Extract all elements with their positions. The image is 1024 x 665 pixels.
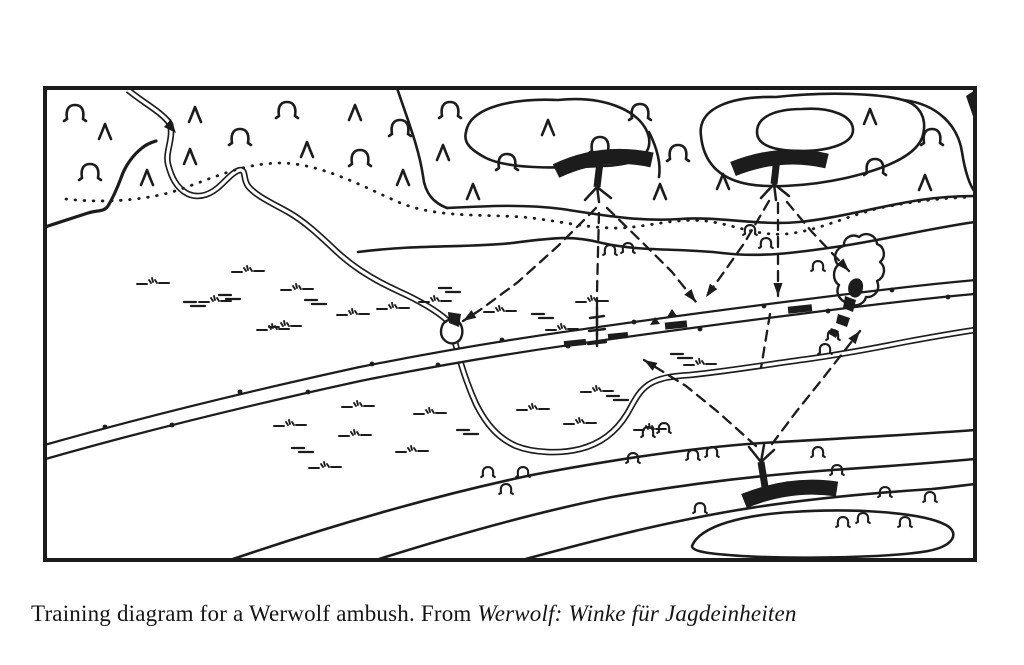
terrain-band-upper bbox=[447, 196, 975, 223]
bush-symbol bbox=[499, 484, 513, 494]
marsh-tuft-symbol bbox=[274, 420, 306, 426]
marsh-tuft-symbol bbox=[377, 303, 409, 309]
marsh-tuft-symbol bbox=[581, 386, 613, 392]
conifer-tree-symbol bbox=[189, 107, 201, 122]
ambush-position-north-west-bar bbox=[556, 156, 652, 171]
marsh-tuft-symbol bbox=[309, 462, 341, 468]
deciduous-tree-symbol bbox=[864, 159, 886, 175]
stream-upper-course-inner bbox=[128, 90, 448, 321]
marsh-dash-symbol bbox=[457, 430, 478, 434]
deciduous-tree-symbol bbox=[349, 150, 371, 166]
marsh-tuft-symbol bbox=[576, 296, 608, 302]
bush-symbol bbox=[481, 467, 495, 477]
roadside-tree-dot bbox=[103, 425, 108, 430]
ambush-position-south-stem bbox=[761, 462, 765, 487]
roadside-tree-dot bbox=[698, 327, 703, 332]
marsh-tuft-symbol bbox=[396, 446, 428, 452]
marsh-tuft-symbol bbox=[232, 266, 264, 272]
conifer-tree-symbol bbox=[864, 109, 876, 124]
conifer-tree-symbol bbox=[349, 105, 361, 120]
hill2-east-extension bbox=[903, 100, 975, 192]
attack-arrow-converge-right bbox=[706, 201, 769, 297]
south-hill-contour-2 bbox=[376, 459, 975, 560]
bush-symbol bbox=[818, 344, 832, 354]
deciduous-tree-symbol bbox=[496, 154, 518, 170]
marsh-tuft-symbol bbox=[137, 278, 169, 284]
bush-symbol bbox=[923, 492, 937, 502]
caption-text: Training diagram for a Werwolf ambush. From bbox=[31, 601, 478, 626]
deciduous-tree-symbol bbox=[229, 129, 251, 145]
forest-edge bbox=[45, 141, 156, 227]
deciduous-tree-symbol bbox=[921, 129, 943, 145]
attack-arrow-to-bridge-arrowhead bbox=[463, 310, 476, 321]
bush-symbol bbox=[836, 517, 850, 527]
marsh-tuft-symbol bbox=[281, 284, 313, 290]
bush-symbol bbox=[693, 503, 707, 513]
conifer-tree-symbol bbox=[437, 145, 449, 160]
hill1-west-flank bbox=[397, 88, 447, 208]
forest-edge-line bbox=[45, 141, 156, 227]
roadside-tree-dot bbox=[500, 338, 505, 343]
bush-symbol bbox=[856, 513, 870, 523]
conifer-tree-symbol bbox=[301, 142, 313, 157]
south-hill-summit-contour bbox=[692, 511, 953, 558]
bush-symbol bbox=[898, 517, 912, 527]
marsh-tuft-symbol bbox=[517, 404, 549, 410]
deciduous-tree-symbol bbox=[64, 105, 86, 121]
marsh-dash-symbol bbox=[219, 295, 240, 299]
ambush-position-south-feet bbox=[749, 445, 774, 462]
bridge-blob bbox=[448, 312, 461, 327]
hill2-inner-contour bbox=[757, 109, 853, 151]
conifer-tree-symbol bbox=[919, 175, 931, 190]
conifer-tree-symbol bbox=[99, 124, 111, 139]
conifer-tree-symbol bbox=[184, 149, 196, 164]
marsh-dash-symbol bbox=[671, 354, 692, 358]
roadside-tree-dot bbox=[370, 362, 375, 367]
marsh-tuft-symbol bbox=[546, 324, 578, 330]
deciduous-tree-symbol bbox=[389, 120, 411, 136]
deciduous-tree-symbol bbox=[439, 102, 461, 118]
roadside-tree-dot bbox=[436, 363, 441, 368]
roadside-tree-dot bbox=[890, 288, 895, 293]
ambush-position-north-east bbox=[733, 157, 827, 200]
attack-arrow-to-bridge bbox=[463, 208, 596, 321]
attack-arrow-south-east bbox=[772, 331, 860, 444]
marsh-dash-symbol bbox=[305, 300, 326, 304]
roadside-tree-dot bbox=[238, 390, 243, 395]
bush-symbol bbox=[811, 447, 825, 457]
roadside-tree-dot bbox=[762, 304, 767, 309]
deciduous-tree-symbol bbox=[79, 164, 101, 180]
roadside-tree-dot bbox=[632, 320, 637, 325]
ambush-position-north-west-stem bbox=[597, 162, 600, 187]
marsh-tuft-symbol bbox=[269, 321, 301, 327]
bush-symbol bbox=[603, 245, 617, 255]
conifer-tree-symbol bbox=[654, 184, 666, 199]
attack-arrow-crossing bbox=[761, 314, 770, 368]
marsh-dash-symbol bbox=[439, 288, 460, 292]
road-marker-wedge bbox=[667, 309, 677, 317]
ambush-position-north-west bbox=[556, 156, 652, 202]
marsh-dash-symbol bbox=[607, 396, 628, 400]
bush-symbol bbox=[811, 261, 825, 271]
marsh-tuft-symbol bbox=[337, 309, 369, 315]
smoke-blob bbox=[836, 314, 850, 327]
ambush-position-north-east-stem bbox=[774, 158, 777, 184]
vegetation bbox=[64, 102, 943, 527]
attack-arrow-vertical-east-arrowhead bbox=[773, 283, 782, 296]
deciduous-tree-symbol bbox=[629, 104, 651, 120]
marsh-tuft-symbol bbox=[684, 359, 716, 365]
ambush-position-north-west-feet bbox=[585, 186, 611, 202]
conifer-tree-symbol bbox=[397, 170, 409, 185]
deciduous-tree-symbol bbox=[667, 145, 689, 161]
caption bbox=[31, 601, 991, 627]
roadside-tree-dot bbox=[306, 390, 311, 395]
conifer-tree-symbol bbox=[141, 170, 153, 185]
attack-arrow-converge-right-arrowhead bbox=[706, 284, 717, 297]
caption-book-title: Werwolf: Winke für Jagdeinheiten bbox=[477, 601, 797, 626]
bush-symbol bbox=[686, 450, 700, 460]
attack-arrow-converge-left-arrowhead bbox=[684, 289, 696, 302]
marsh-dash-symbol bbox=[292, 448, 313, 452]
marsh-tuft-symbol bbox=[419, 296, 451, 302]
deciduous-tree-symbol bbox=[276, 102, 298, 118]
stream-upper-course bbox=[128, 90, 448, 321]
conifer-tree-symbol bbox=[467, 184, 479, 199]
bush-symbol bbox=[516, 467, 530, 477]
attack-arrow-converge-left bbox=[607, 208, 696, 302]
marsh-tuft-symbol bbox=[564, 418, 596, 424]
roadside-tree-dot bbox=[170, 423, 175, 428]
roadside-tree-dot bbox=[946, 295, 951, 300]
attack-arrow-south-west-arrowhead bbox=[644, 360, 657, 371]
marsh-tuft-symbol bbox=[342, 401, 374, 407]
marsh-tuft-symbol bbox=[484, 306, 516, 312]
marsh-dash-symbol bbox=[532, 314, 553, 318]
marsh-tuft-symbol bbox=[339, 430, 371, 436]
marsh-tuft-symbol bbox=[414, 408, 446, 414]
conifer-tree-symbol bbox=[542, 120, 554, 135]
roadside-tree-dot bbox=[826, 309, 831, 314]
bush-symbol bbox=[657, 423, 671, 433]
bush-symbol bbox=[759, 238, 773, 248]
